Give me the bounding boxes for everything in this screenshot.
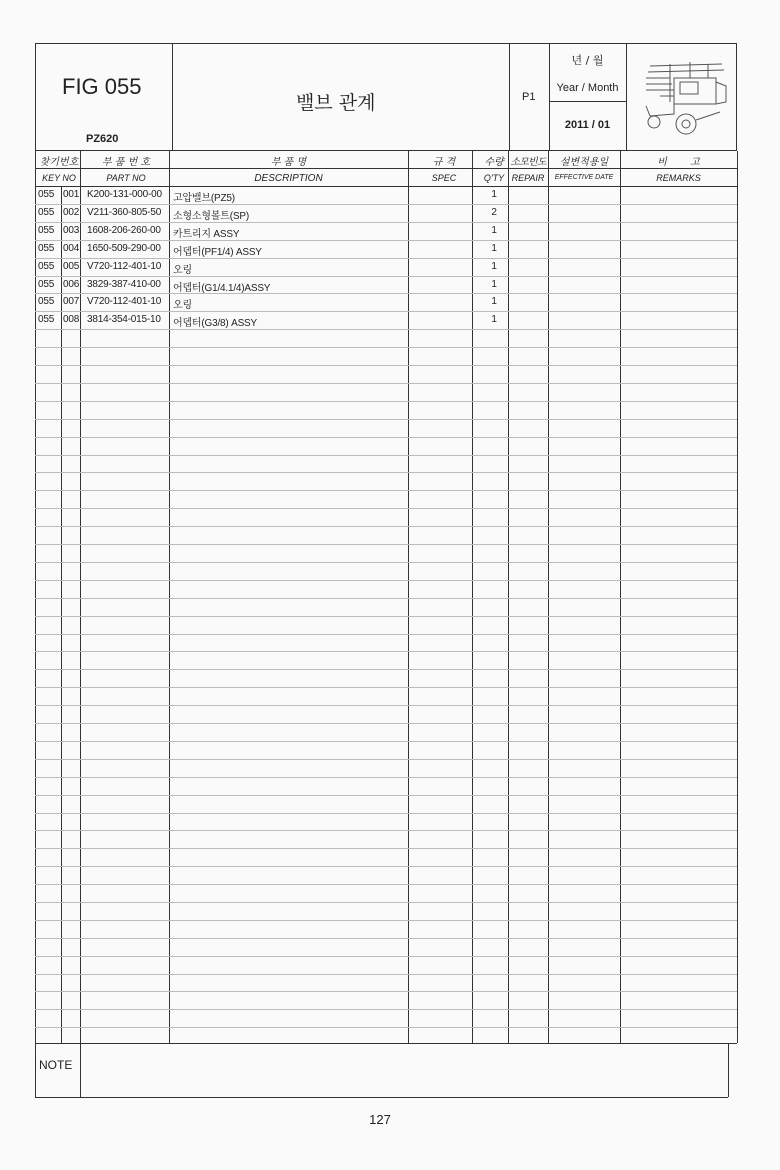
qty-cell: 1 bbox=[491, 314, 497, 325]
column-header-part-en: PART NO bbox=[106, 173, 146, 183]
part-no-cell: V211-360-805-50 bbox=[87, 207, 162, 218]
fig-cell: 055 bbox=[38, 296, 55, 307]
header-row-divider bbox=[35, 168, 737, 169]
column-header-eff-ko: 설변적용일 bbox=[559, 157, 609, 168]
description-cell: 오링 bbox=[173, 265, 192, 276]
row-divider bbox=[35, 347, 737, 348]
row-divider bbox=[35, 204, 737, 205]
row-divider bbox=[35, 848, 737, 849]
fig-cell: 055 bbox=[38, 261, 55, 272]
fig-cell: 055 bbox=[38, 243, 55, 254]
qty-cell: 2 bbox=[491, 207, 497, 218]
row-divider bbox=[35, 598, 737, 599]
column-header-key-ko: 찾기번호 bbox=[39, 157, 79, 168]
qty-cell: 1 bbox=[491, 296, 497, 307]
row-divider bbox=[35, 634, 737, 635]
key-cell: 007 bbox=[63, 296, 80, 307]
machine-illustration bbox=[630, 52, 734, 140]
key-cell: 006 bbox=[63, 279, 80, 290]
column-header-qty-ko: 수량 bbox=[484, 157, 504, 168]
column-header-key-en: KEY NO bbox=[42, 173, 76, 183]
description-cell: 고압밸브(PZ5) bbox=[173, 193, 235, 204]
column-header-repair-ko: 소모빈도 bbox=[510, 157, 546, 168]
column-header-remarks-en: REMARKS bbox=[656, 173, 701, 183]
key-cell: 002 bbox=[63, 207, 80, 218]
column-line bbox=[61, 186, 62, 1043]
row-divider bbox=[35, 222, 737, 223]
date-value: 2011 / 01 bbox=[564, 119, 611, 131]
row-divider bbox=[35, 401, 737, 402]
row-divider bbox=[35, 240, 737, 241]
row-divider bbox=[35, 258, 737, 259]
row-divider bbox=[35, 830, 737, 831]
fig-label: FIG 055 bbox=[62, 74, 142, 99]
row-divider bbox=[35, 651, 737, 652]
column-line bbox=[169, 151, 170, 1043]
column-header-desc-en: DESCRIPTION bbox=[254, 173, 323, 184]
page-title: 밸브 관계 bbox=[296, 92, 376, 114]
column-header-repair-en: REPAIR bbox=[511, 173, 545, 183]
year-month-en: Year / Month bbox=[556, 82, 619, 94]
row-divider bbox=[35, 920, 737, 921]
row-divider bbox=[35, 329, 737, 330]
row-divider bbox=[35, 276, 737, 277]
row-divider bbox=[35, 544, 737, 545]
row-divider bbox=[35, 419, 737, 420]
row-divider bbox=[35, 759, 737, 760]
page-code: P1 bbox=[522, 91, 536, 103]
row-divider bbox=[35, 508, 737, 509]
qty-cell: 1 bbox=[491, 225, 497, 236]
page-number: 127 bbox=[369, 1112, 391, 1127]
note-border-right bbox=[728, 1043, 729, 1097]
qty-cell: 1 bbox=[491, 279, 497, 290]
fig-cell: 055 bbox=[38, 279, 55, 290]
column-header-part-ko: 부 품 번 호 bbox=[101, 157, 151, 168]
table-border-right bbox=[737, 151, 738, 1043]
row-divider bbox=[35, 902, 737, 903]
fig-cell: 055 bbox=[38, 189, 55, 200]
year-month-ko: 년 / 월 bbox=[571, 54, 604, 67]
column-line bbox=[548, 151, 549, 1043]
row-divider bbox=[35, 795, 737, 796]
note-divider bbox=[35, 1043, 737, 1044]
row-divider bbox=[35, 472, 737, 473]
row-divider bbox=[35, 580, 737, 581]
column-line bbox=[408, 151, 409, 1043]
row-divider bbox=[35, 562, 737, 563]
header-divider bbox=[509, 43, 510, 151]
row-divider bbox=[35, 311, 737, 312]
row-divider bbox=[35, 723, 737, 724]
header-divider bbox=[172, 43, 173, 151]
row-divider bbox=[35, 1009, 737, 1010]
note-bottom bbox=[35, 1097, 728, 1098]
row-divider bbox=[35, 526, 737, 527]
row-divider bbox=[35, 383, 737, 384]
column-header-remarks-ko: 비 고 bbox=[657, 157, 700, 168]
note-label: NOTE bbox=[39, 1058, 73, 1072]
row-divider bbox=[35, 884, 737, 885]
qty-cell: 1 bbox=[491, 243, 497, 254]
key-cell: 001 bbox=[63, 189, 80, 200]
qty-cell: 1 bbox=[491, 261, 497, 272]
key-cell: 003 bbox=[63, 225, 80, 236]
column-header-spec-en: SPEC bbox=[431, 173, 457, 183]
row-divider bbox=[35, 669, 737, 670]
fig-cell: 055 bbox=[38, 207, 55, 218]
fig-cell: 055 bbox=[38, 225, 55, 236]
header-row-divider bbox=[35, 186, 737, 187]
model-label: PZ620 bbox=[86, 133, 119, 145]
part-no-cell: 3814-354-015-10 bbox=[87, 314, 161, 325]
row-divider bbox=[35, 705, 737, 706]
part-no-cell: K200-131-000-00 bbox=[87, 189, 162, 200]
part-no-cell: V720-112-401-10 bbox=[87, 261, 162, 272]
part-no-cell: 1608-206-260-00 bbox=[87, 225, 161, 236]
key-cell: 008 bbox=[63, 314, 80, 325]
column-line bbox=[472, 151, 473, 1043]
row-divider bbox=[35, 741, 737, 742]
key-cell: 004 bbox=[63, 243, 80, 254]
row-divider bbox=[35, 455, 737, 456]
column-header-desc-ko: 부 품 명 bbox=[270, 157, 307, 168]
column-line bbox=[620, 151, 621, 1043]
part-no-cell: 3829-387-410-00 bbox=[87, 279, 161, 290]
key-cell: 005 bbox=[63, 261, 80, 272]
description-cell: 어뎁터(G1/4.1/4)ASSY bbox=[173, 283, 271, 294]
row-divider bbox=[35, 687, 737, 688]
part-no-cell: V720-112-401-10 bbox=[87, 296, 162, 307]
row-divider bbox=[35, 974, 737, 975]
row-divider bbox=[35, 866, 737, 867]
description-cell: 오링 bbox=[173, 300, 192, 311]
header-divider bbox=[549, 101, 626, 102]
row-divider bbox=[35, 616, 737, 617]
row-divider bbox=[35, 365, 737, 366]
description-cell: 어뎁터(G3/8) ASSY bbox=[173, 318, 257, 329]
description-cell: 어뎁터(PF1/4) ASSY bbox=[173, 247, 262, 258]
row-divider bbox=[35, 490, 737, 491]
row-divider bbox=[35, 1027, 737, 1028]
header-divider bbox=[626, 43, 627, 151]
row-divider bbox=[35, 938, 737, 939]
row-divider bbox=[35, 777, 737, 778]
row-divider bbox=[35, 956, 737, 957]
column-header-qty-en: Q'TY bbox=[483, 173, 505, 183]
column-header-eff-en: EFFECTIVE DATE bbox=[554, 174, 614, 181]
description-cell: 카트리지 ASSY bbox=[173, 229, 240, 240]
fig-cell: 055 bbox=[38, 314, 55, 325]
row-divider bbox=[35, 813, 737, 814]
row-divider bbox=[35, 991, 737, 992]
qty-cell: 1 bbox=[491, 189, 497, 200]
column-header-spec-ko: 규 격 bbox=[432, 157, 456, 168]
part-no-cell: 1650-509-290-00 bbox=[87, 243, 161, 254]
description-cell: 소형소형볼트(SP) bbox=[173, 211, 249, 222]
row-divider bbox=[35, 437, 737, 438]
